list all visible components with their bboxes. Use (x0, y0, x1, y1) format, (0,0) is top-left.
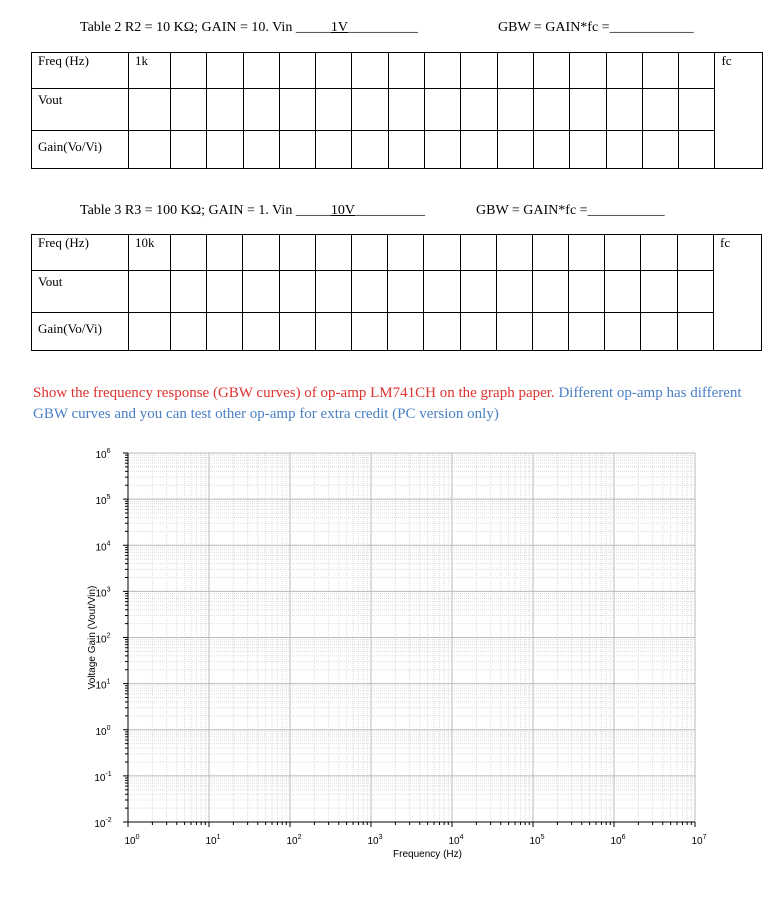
cell[interactable] (497, 53, 533, 89)
cell[interactable] (129, 131, 171, 169)
cell[interactable] (425, 53, 461, 89)
cell[interactable] (279, 53, 315, 89)
cell[interactable] (207, 313, 243, 351)
cell[interactable] (316, 89, 352, 131)
table3-row-vout (32, 271, 762, 313)
instructions-red: Show the frequency response (GBW curves) of op-amp LM741CH on the graph paper. (33, 385, 555, 401)
cell[interactable] (461, 53, 497, 89)
x-tick-label: $10^2$ (286, 834, 302, 847)
table3-caption: Table 3 R3 = 100 KΩ; GAIN = 1. Vin _____10V__________ (80, 203, 425, 218)
cell[interactable] (171, 235, 207, 271)
cell[interactable] (425, 131, 461, 169)
cell[interactable] (388, 131, 424, 169)
table2-row-vout (32, 89, 763, 131)
cell[interactable] (129, 313, 171, 351)
table3-gbw: GBW = GAIN*fc =___________ (476, 203, 665, 218)
cell[interactable] (497, 131, 533, 169)
y-tick-label: $10^2$ (95, 632, 111, 646)
cell[interactable] (425, 89, 461, 131)
cell[interactable] (533, 89, 569, 131)
cell[interactable] (315, 313, 351, 351)
x-tick-label: $10^3$ (367, 834, 383, 847)
table2-row-freq (32, 53, 763, 89)
cell[interactable] (129, 89, 171, 131)
cell[interactable] (316, 131, 352, 169)
cell[interactable] (460, 271, 496, 313)
cell[interactable] (677, 271, 713, 313)
cell[interactable] (461, 89, 497, 131)
cell[interactable] (279, 131, 315, 169)
cell[interactable] (243, 53, 279, 89)
cell[interactable] (171, 53, 207, 89)
cell[interactable] (497, 89, 533, 131)
x-tick-label: $10^6$ (610, 834, 626, 847)
cell[interactable] (605, 271, 641, 313)
cell[interactable] (243, 89, 279, 131)
x-tick-label: $10^7$ (691, 834, 707, 847)
cell[interactable] (605, 313, 641, 351)
cell[interactable] (641, 235, 677, 271)
cell[interactable] (388, 313, 424, 351)
y-tick-label: $10^3$ (95, 586, 111, 600)
y-tick-label: $10^6$ (95, 448, 111, 461)
cell[interactable] (496, 271, 532, 313)
cell[interactable] (642, 89, 678, 131)
x-axis-label: Frequency (Hz) (393, 849, 462, 860)
cell[interactable] (243, 313, 279, 351)
cell[interactable] (496, 235, 532, 271)
table3-gain-label: Gain(Vo/Vi) (32, 313, 129, 351)
table2-fc-cell[interactable]: fc (715, 53, 763, 169)
cell[interactable] (388, 271, 424, 313)
cell[interactable] (532, 235, 568, 271)
x-tick-label: $10^4$ (448, 834, 464, 847)
x-tick-label: $10^5$ (529, 834, 545, 847)
cell[interactable] (279, 313, 315, 351)
cell[interactable] (171, 271, 207, 313)
cell[interactable] (351, 271, 387, 313)
cell[interactable] (279, 235, 315, 271)
cell[interactable] (424, 235, 460, 271)
cell[interactable] (388, 235, 424, 271)
cell[interactable] (315, 235, 351, 271)
cell[interactable] (532, 271, 568, 313)
table2-caption: Table 2 R2 = 10 KΩ; GAIN = 10. Vin _____1V__________ (80, 20, 418, 35)
table2-row-gain (32, 131, 763, 169)
cell[interactable] (641, 313, 677, 351)
instructions (33, 383, 748, 425)
cell[interactable] (207, 271, 243, 313)
cell[interactable] (532, 313, 568, 351)
cell[interactable] (424, 271, 460, 313)
instructions-blue: Different op-amp has different GBW curves and you can test other op-amp for extra credit (PC version only) (33, 385, 742, 422)
cell[interactable] (496, 313, 532, 351)
cell[interactable] (243, 131, 279, 169)
table2-gbw: GBW = GAIN*fc =____________ (498, 20, 694, 35)
cell[interactable] (533, 131, 569, 169)
cell[interactable] (533, 53, 569, 89)
cell[interactable] (606, 53, 642, 89)
cell[interactable] (605, 235, 641, 271)
cell[interactable] (679, 53, 715, 89)
table3-fc-cell[interactable]: fc (714, 235, 762, 351)
cell[interactable] (316, 53, 352, 89)
cell[interactable] (388, 53, 424, 89)
cell[interactable] (388, 89, 424, 131)
cell[interactable] (279, 271, 315, 313)
cell[interactable] (207, 53, 243, 89)
cell[interactable] (569, 271, 605, 313)
table2-freq-label: Freq (Hz) (32, 53, 129, 89)
cell[interactable] (569, 313, 605, 351)
cell[interactable] (171, 131, 207, 169)
cell[interactable] (352, 53, 388, 89)
cell[interactable] (352, 131, 388, 169)
cell[interactable] (243, 271, 279, 313)
cell[interactable] (641, 271, 677, 313)
gbw-graph[interactable] (0, 440, 778, 880)
cell[interactable] (642, 53, 678, 89)
cell[interactable] (677, 313, 713, 351)
cell[interactable] (171, 313, 207, 351)
table2-gain-label: Gain(Vo/Vi) (32, 131, 129, 169)
cell[interactable] (679, 89, 715, 131)
table3 (31, 234, 762, 351)
y-tick-label: $10^1$ (95, 678, 111, 692)
table3-freq-label: Freq (Hz) (32, 235, 129, 271)
cell[interactable] (460, 313, 496, 351)
table2-first-freq: 1k (129, 53, 171, 89)
x-tick-label: $10^0$ (124, 834, 140, 847)
cell[interactable] (642, 131, 678, 169)
cell[interactable] (461, 131, 497, 169)
cell[interactable] (606, 89, 642, 131)
table3-first-freq: 10k (129, 235, 171, 271)
cell[interactable] (351, 235, 387, 271)
cell[interactable] (315, 271, 351, 313)
cell[interactable] (569, 235, 605, 271)
cell[interactable] (207, 89, 243, 131)
x-tick-label: $10^1$ (205, 834, 221, 847)
cell[interactable] (351, 313, 387, 351)
cell[interactable] (424, 313, 460, 351)
cell[interactable] (207, 131, 243, 169)
graph-grid (128, 453, 695, 822)
y-tick-label: $10^{-1}$ (94, 770, 112, 784)
cell[interactable] (207, 235, 243, 271)
cell[interactable] (352, 89, 388, 131)
cell[interactable] (570, 53, 606, 89)
table2 (31, 52, 763, 169)
cell[interactable] (677, 235, 713, 271)
cell[interactable] (460, 235, 496, 271)
table3-row-freq (32, 235, 762, 271)
y-tick-label: $10^4$ (95, 540, 111, 554)
cell[interactable] (279, 89, 315, 131)
y-tick-label: $10^5$ (95, 494, 111, 508)
cell[interactable] (570, 131, 606, 169)
table3-row-gain (32, 313, 762, 351)
y-tick-label: $10^{-2}$ (94, 817, 112, 830)
cell[interactable] (171, 89, 207, 131)
table2-vout-label: Vout (32, 89, 129, 131)
cell[interactable] (570, 89, 606, 131)
cell[interactable] (243, 235, 279, 271)
cell[interactable] (606, 131, 642, 169)
cell[interactable] (129, 271, 171, 313)
cell[interactable] (679, 131, 715, 169)
y-axis-label: Voltage Gain (Vout/Vin) (87, 585, 98, 690)
y-tick-label: $10^0$ (95, 724, 111, 738)
table3-vout-label: Vout (32, 271, 129, 313)
